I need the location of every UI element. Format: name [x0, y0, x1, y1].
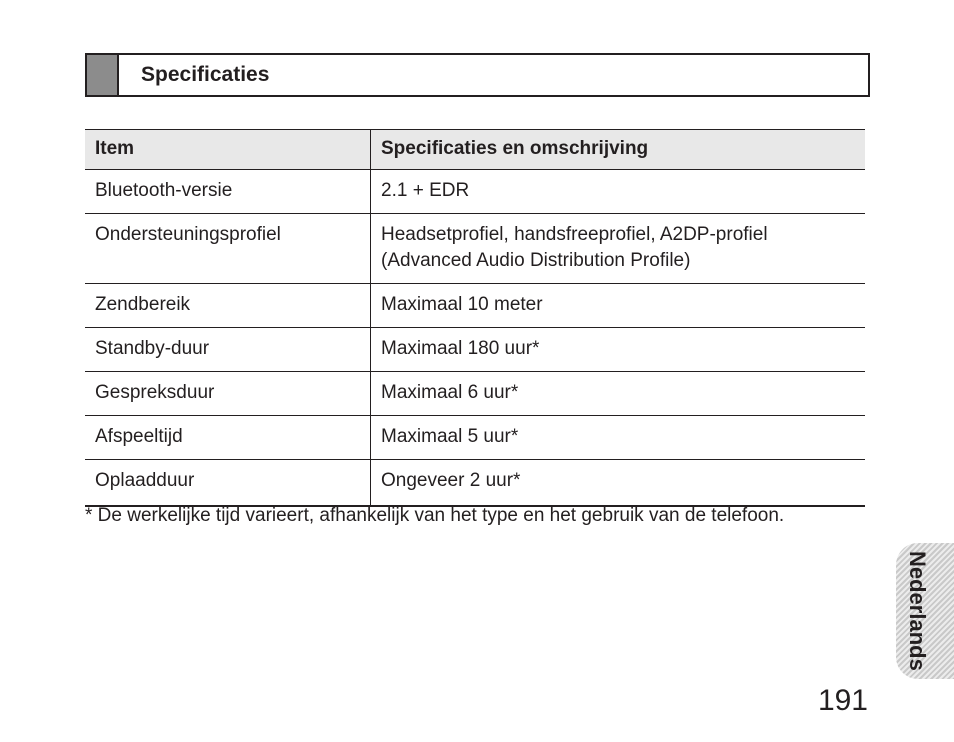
row-spec	[371, 214, 866, 284]
table-row	[85, 328, 865, 372]
table-row	[85, 372, 865, 416]
row-item: Standby-duur	[85, 328, 371, 372]
row-item: Oplaadduur	[85, 460, 371, 507]
row-spec-line: Headsetprofiel, handsfreeprofiel, A2DP-profiel	[381, 224, 768, 245]
row-item: Gespreksduur	[85, 372, 371, 416]
language-tab-label: Nederlands	[905, 551, 930, 671]
table-row	[85, 416, 865, 460]
row-spec: Maximaal 6 uur*	[371, 372, 866, 416]
language-tab	[896, 543, 954, 679]
column-header-spec: Specificaties en omschrijving	[371, 130, 866, 170]
section-title: Specificaties	[141, 63, 270, 86]
row-spec: Maximaal 10 meter	[371, 284, 866, 328]
row-spec: Ongeveer 2 uur*	[371, 460, 866, 507]
page-number: 191	[817, 684, 868, 717]
footnote: * De werkelijke tijd varieert, afhankelijk van het type en het gebruik van de telefoon.	[85, 505, 785, 526]
row-spec: 2.1 + EDR	[371, 170, 866, 214]
section-header	[85, 53, 870, 97]
row-spec: Maximaal 5 uur*	[371, 416, 866, 460]
column-header-item: Item	[85, 130, 371, 170]
row-item: Afspeeltijd	[85, 416, 371, 460]
row-spec-line: (Advanced Audio Distribution Profile)	[381, 250, 691, 271]
row-spec: Maximaal 180 uur*	[371, 328, 866, 372]
section-marker	[87, 55, 119, 95]
table-row	[85, 284, 865, 328]
row-item: Ondersteuningsprofiel	[85, 214, 371, 284]
table-row	[85, 214, 865, 284]
specifications-table	[85, 129, 865, 507]
table-header-row	[85, 130, 865, 170]
table-row	[85, 170, 865, 214]
row-item: Bluetooth-versie	[85, 170, 371, 214]
table-row	[85, 460, 865, 507]
row-item: Zendbereik	[85, 284, 371, 328]
